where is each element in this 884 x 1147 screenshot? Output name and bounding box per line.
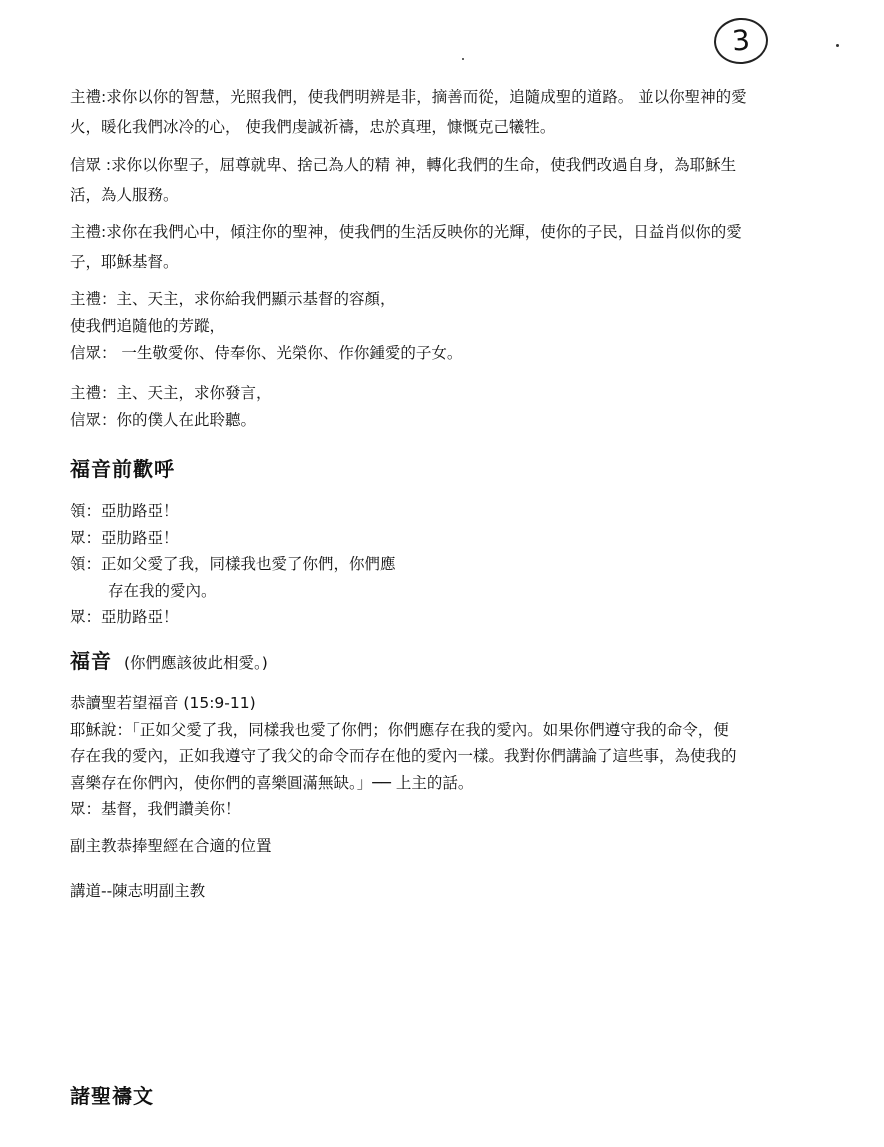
prayer-line: 信眾：你的僕人在此聆聽。 [70,411,257,429]
acclamation-block [70,498,815,631]
rubric-homily [70,876,815,906]
prayer-line: 主禮:求你在我們心中，傾注你的聖神，使我們的生活反映你的光輝，使你的子民，日益肖似你的愛 [70,223,742,241]
gospel-citation: 恭讀聖若望福音 (15:9-11) [70,694,256,712]
gospel-title: 福音 [70,649,112,673]
acclamation-line: 領：亞肋路亞！ [70,502,179,520]
gospel-line: 喜樂存在你們內，使你們的喜樂圓滿無缺。」── 上主的話。 [70,773,474,792]
rubric-line: 副主教恭捧聖經在合適的位置 [70,837,272,855]
scan-speck [462,58,464,60]
prayer-line: 活，為人服務。 [70,186,179,204]
prayer-line: 子，耶穌基督。 [70,253,179,271]
acclamation-line: 領：正如父愛了我，同樣我也愛了你們，你們應 [70,555,396,573]
prayer-line: 使我們追隨他的芳蹤， [70,317,226,335]
acclamation-line: 眾：亞肋路亞！ [70,608,179,626]
prayer-line: 主禮：主、天主，求你給我們顯示基督的容顏， [70,290,396,308]
prayer-line: 主禮:求你以你的智慧，光照我們，使我們明辨是非，摘善而從，追隨成聖的道路。 並以你聖神的愛 [70,88,747,106]
gospel-response: 眾：基督，我們讚美你！ [70,800,241,818]
prayer-line: 信眾 :求你以你聖子，屈尊就卑、捨己為人的精 神，轉化我們的生命，使我們改過自身，為耶穌生 [70,156,737,174]
prayer-line: 信眾： 一生敬愛你、侍奉你、光榮你、作你鍾愛的子女。 [70,344,463,362]
litany-heading: 諸聖禱文 [70,1084,154,1108]
rubric-bible [70,831,815,861]
acclamation-line: 眾：亞肋路亞！ [70,528,179,547]
gospel-note: (你們應該彼此相愛。) [124,654,268,672]
prayer-paragraph-1 [70,82,815,142]
scan-speck [836,44,839,47]
acclamation-line: 存在我的愛內。 [108,581,217,600]
prayer-paragraph-4 [70,286,815,367]
prayer-paragraph-2 [70,150,815,210]
prayer-line: 主禮：主、天主，求你發言， [70,384,272,402]
page-number: 3 [712,16,769,66]
gospel-block [70,690,815,823]
gospel-heading [70,645,268,674]
acclamation-heading: 福音前歡呼 [70,457,175,481]
gospel-line: 耶穌說：「正如父愛了我，同樣我也愛了你們；你們應存在我的愛內。如果你們遵守我的命令，便 [70,720,729,739]
prayer-paragraph-5 [70,380,815,434]
rubric-line: 講道--陳志明副主教 [70,882,206,900]
gospel-line: 存在我的愛內，正如我遵守了我父的命令而存在他的愛內一樣。我對你們講論了這些事，為使我的 [70,747,737,765]
prayer-paragraph-3 [70,217,815,277]
prayer-line: 火，暖化我們冰冷的心， 使我們虔誠祈禱，忠於真理，慷慨克己犧牲。 [70,118,556,136]
